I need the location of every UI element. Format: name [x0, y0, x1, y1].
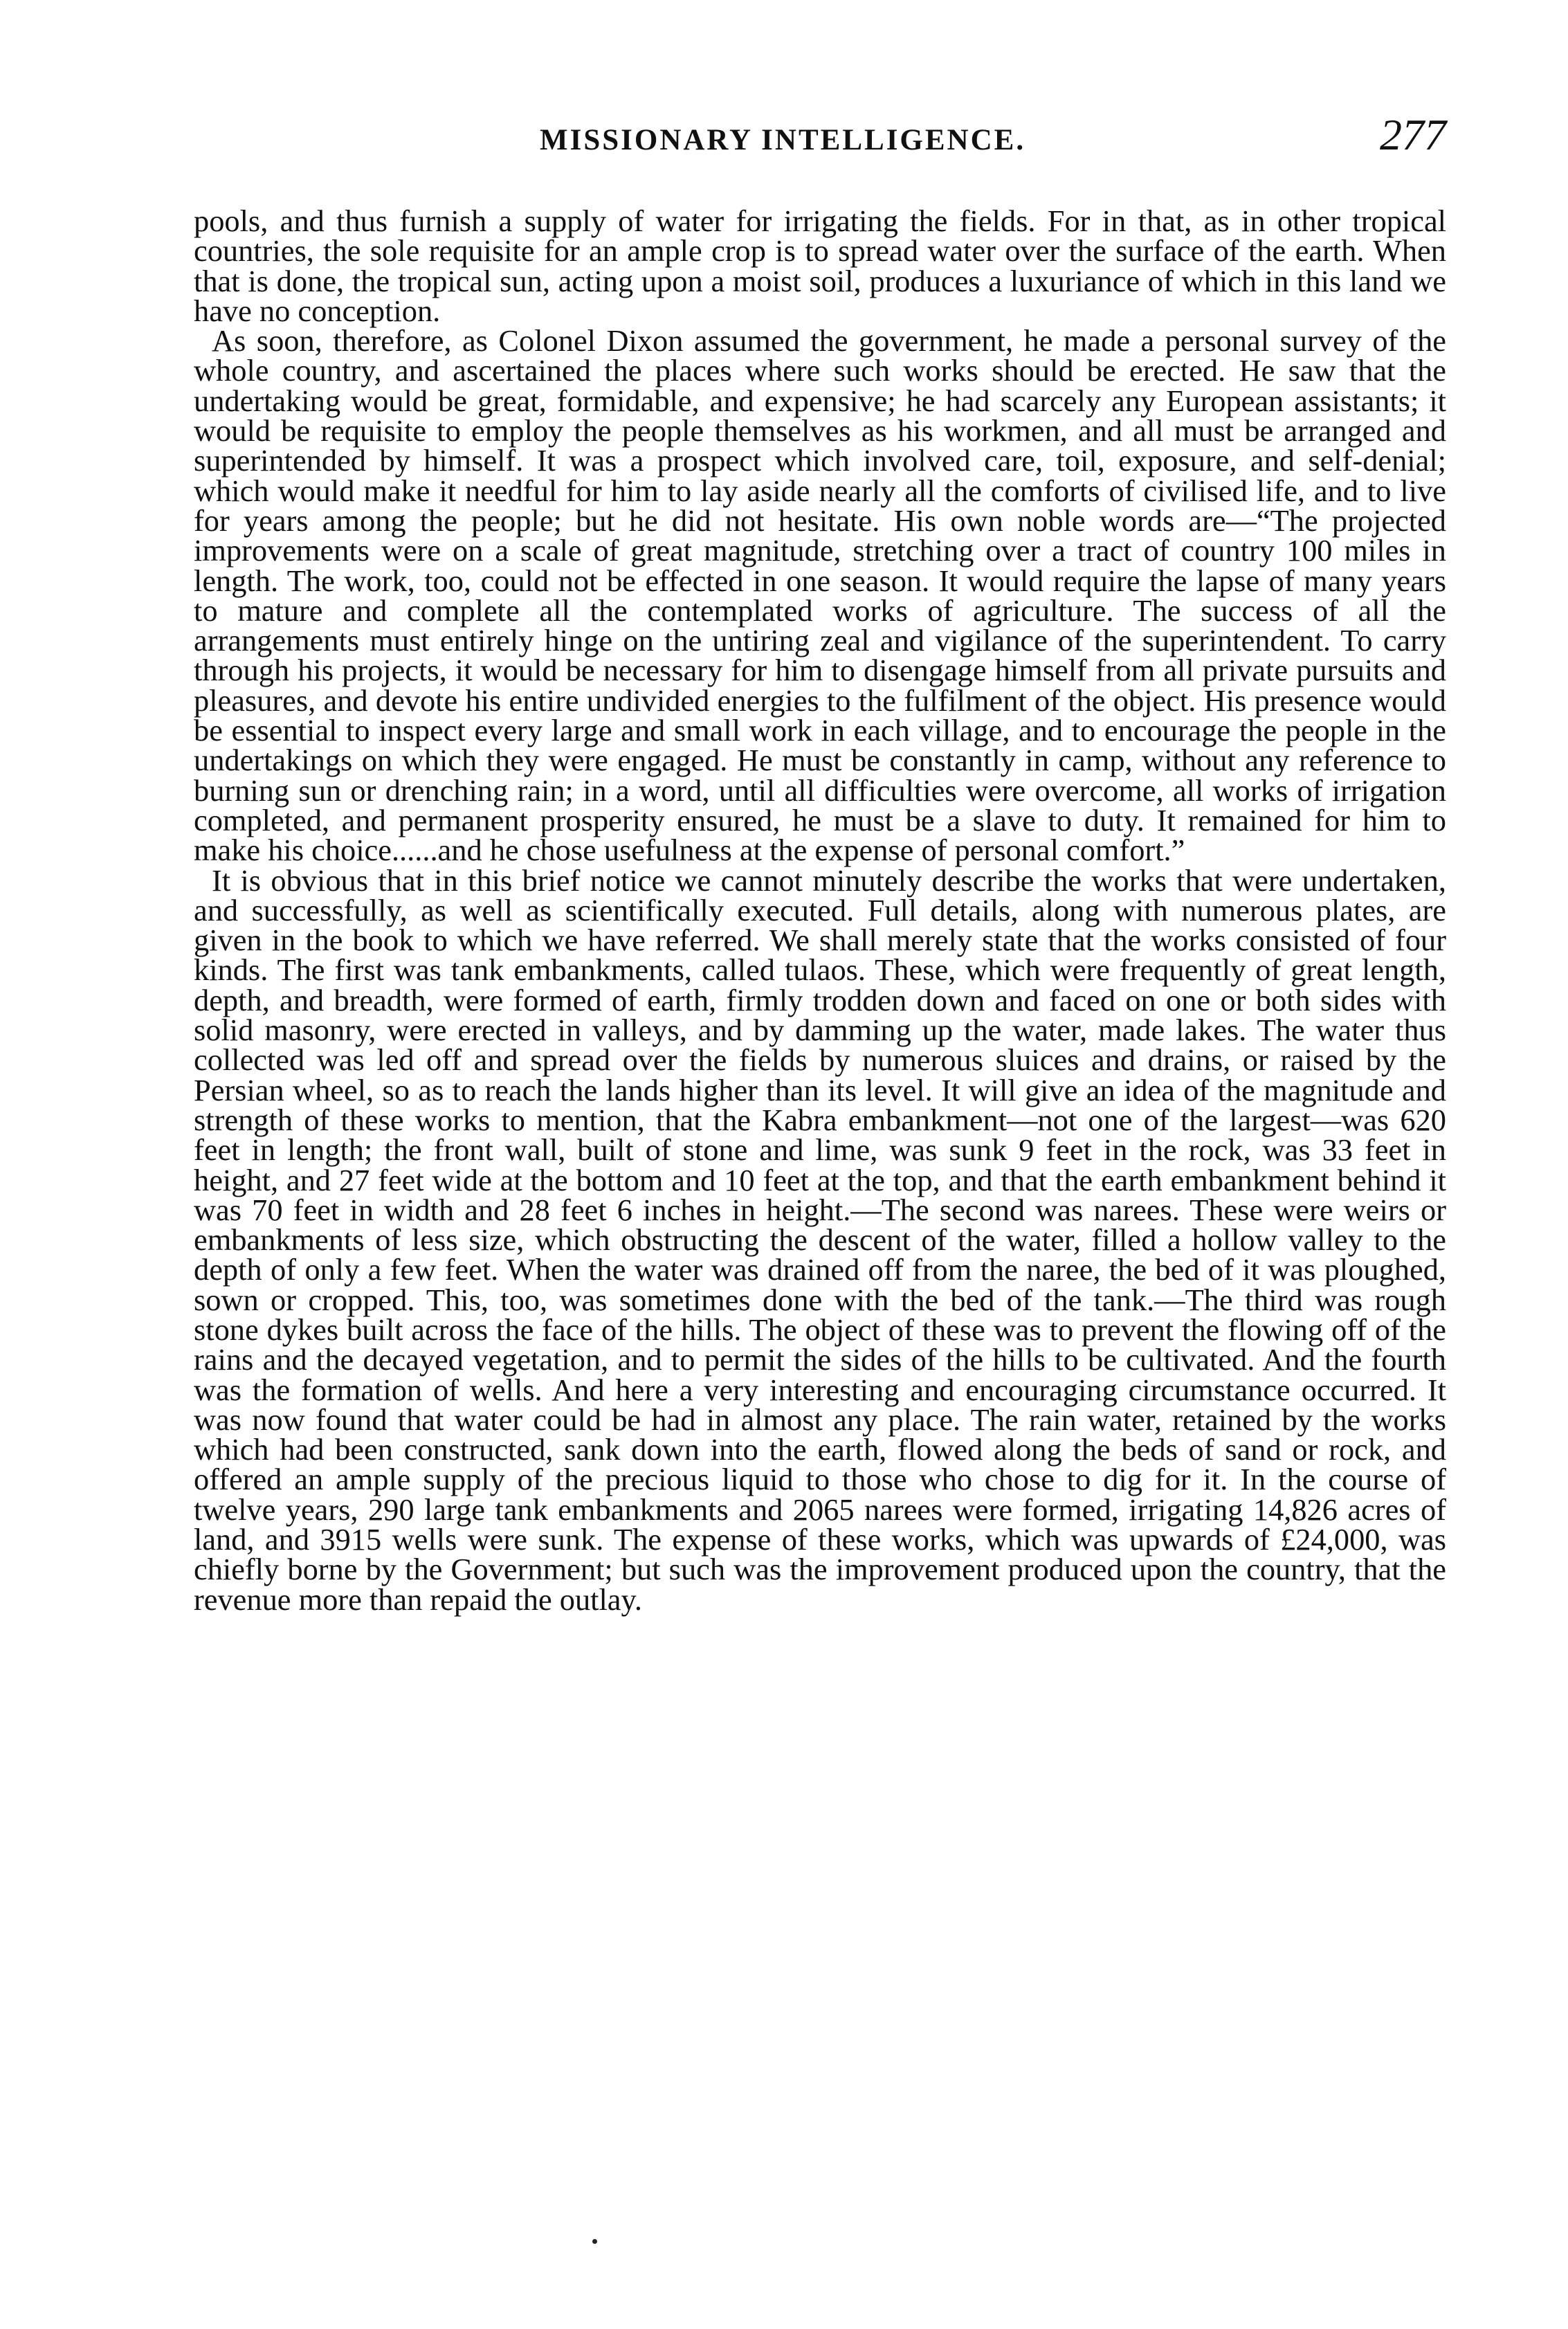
running-head: [194, 104, 1446, 180]
ink-dot-mark: [592, 2239, 597, 2244]
paragraph-1: pools, and thus furnish a supply of water for irrigating the fields. For in that, as in other tropical countries, the sole requisite for an ample crop is to spread water over the surface of the earth. When that is done, the tropical sun, acting upon a moist soil, produces a luxuriance of which in this land we have no conception.: [194, 203, 1446, 328]
page-number: 277: [1380, 110, 1446, 159]
paragraph-2: As soon, therefore, as Colonel Dixon assumed the government, he made a personal survey of the whole country, and ascertained the places where such works should be erected. He saw that the undertaking would be great, formidable, and expensive; he had scarcely any European assistants; it would be requisite to employ the people themselves as his workmen, and all must be arranged and superintended by himself. It was a prospect which involved care, toil, exposure, and self-denial; which would make it needful for him to lay aside nearly all the comforts of civilised life, and to live for years among the people; but he did not hesitate. His own noble words are—“The projected improvements were on a scale of great magnitude, stretching over a tract of country 100 miles in length. The work, too, could not be effected in one season. It would require the lapse of many years to mature and complete all the contemplated works of agriculture. The success of all the arrangements must entirely hinge on the untiring zeal and vigilance of the superintendent. To carry through his projects, it would be necessary for him to disengage himself from all private pursuits and pleasures, and devote his entire undivided energies to the fulfilment of the object. His presence would be essential to inspect every large and small work in each village, and to encourage the people in the undertakings on which they were engaged. He must be constantly in camp, without any reference to burning sun or drenching rain; in a word, until all difficulties were overcome, all works of irrigation completed, and permanent prosperity ensured, he must be a slave to duty. It remained for him to make his choice......and he chose usefulness at the expense of personal comfort.”: [194, 323, 1446, 868]
body-text: [194, 203, 1446, 1617]
paragraph-3: It is obvious that in this brief notice we cannot minutely describe the works that were undertaken, and successfully, as well as scientifically executed. Full details, along with numerous plates, are given in the book to which we have referred. We shall merely state that the works consisted of four kinds. The first was tank embankments, called tulaos. These, which were frequently of great length, depth, and breadth, were formed of earth, firmly trodden down and faced on one or both sides with solid masonry, were erected in valleys, and by damming up the water, made lakes. The water thus collected was led off and spread over the fields by numerous sluices and drains, or raised by the Persian wheel, so as to reach the lands higher than its level. It will give an idea of the magnitude and strength of these works to mention, that the Kabra embankment—not one of the largest—was 620 feet in length; the front wall, built of stone and lime, was sunk 9 feet in the rock, was 33 feet in height, and 27 feet wide at the bottom and 10 feet at the top, and that the earth embankment behind it was 70 feet in width and 28 feet 6 inches in height.—The second was narees. These were weirs or embankments of less size, which obstructing the descent of the water, filled a hollow valley to the depth of only a few feet. When the water was drained off from the naree, the bed of it was ploughed, sown or cropped. This, too, was sometimes done with the bed of the tank.—The third was rough stone dykes built across the face of the hills. The object of these was to prevent the flowing off of the rains and the decayed vegetation, and to permit the sides of the hills to be cultivated. And the fourth was the formation of wells. And here a very interesting and encouraging circumstance occurred. It was now found that water could be had in almost any place. The rain water, retained by the works which had been constructed, sank down into the earth, flowed along the beds of sand or rock, and offered an ample supply of the precious liquid to those who chose to dig for it. In the course of twelve years, 290 large tank embankments and 2065 narees were formed, irrigating 14,826 acres of land, and 3915 wells were sunk. The expense of these works, which was upwards of £24,000, was chiefly borne by the Government; but such was the improvement produced upon the country, that the revenue more than repaid the outlay.: [194, 862, 1446, 1617]
running-title: MISSIONARY INTELLIGENCE.: [540, 124, 1026, 156]
